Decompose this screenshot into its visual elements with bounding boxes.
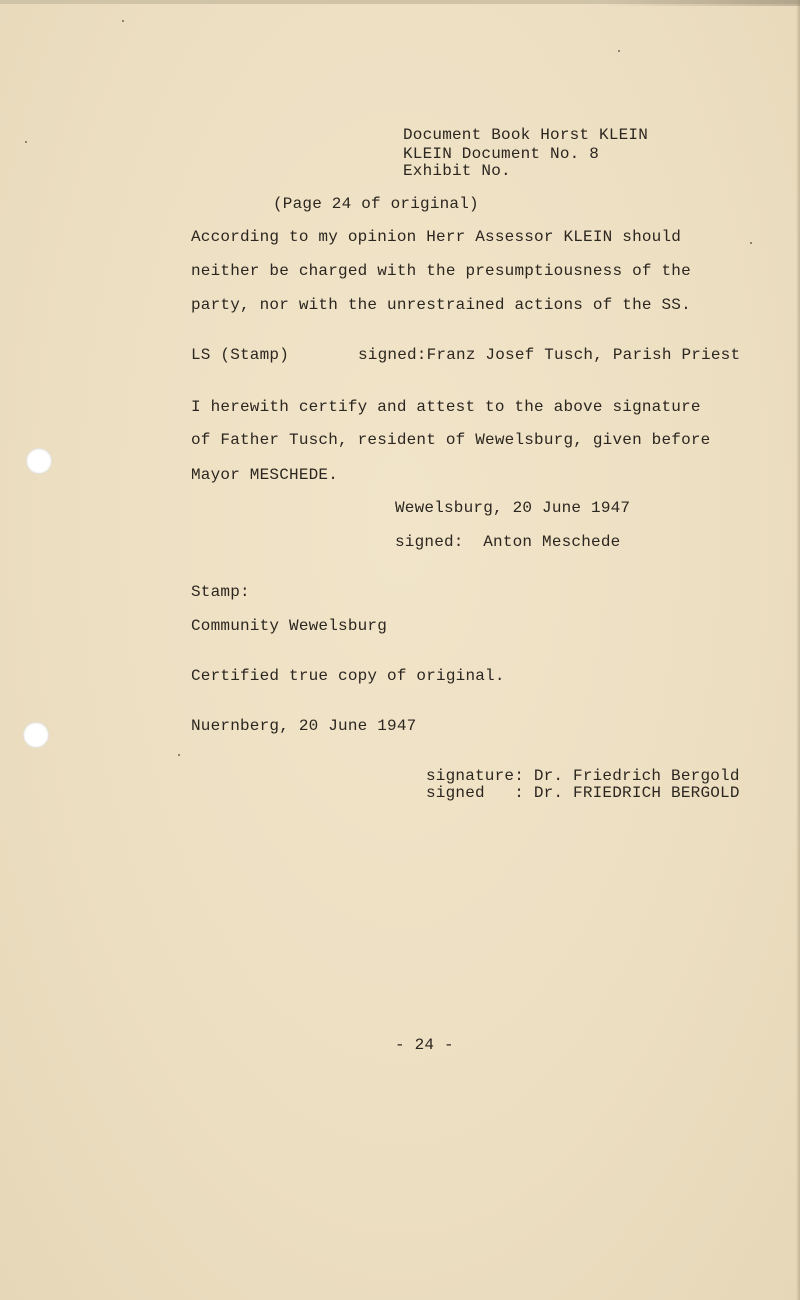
page-right-edge (796, 0, 800, 1300)
paper-speck (178, 754, 180, 756)
punch-hole-top (26, 448, 52, 474)
place-date: Wewelsburg, 20 June 1947 (395, 499, 631, 517)
certified-copy: Certified true copy of original. (191, 667, 505, 685)
paper-speck (25, 141, 27, 143)
certification-line-3: Mayor MESCHEDE. (191, 466, 339, 484)
page-top-shadow (600, 0, 800, 6)
certification-line-2: of Father Tusch, resident of Wewelsburg, given before (191, 431, 711, 449)
paper-speck (122, 20, 124, 22)
header-line-document-book: Document Book Horst KLEIN (403, 126, 649, 144)
certification-line-1: I herewith certify and attest to the above signature (191, 398, 701, 416)
stamp-label: Stamp: (191, 583, 250, 601)
nuernberg-date: Nuernberg, 20 June 1947 (191, 717, 417, 735)
bergold-signed: signed : Dr. FRIEDRICH BERGOLD (426, 784, 740, 802)
header-line-document-number: KLEIN Document No. 8 (403, 145, 600, 163)
body-line-2: neither be charged with the presumptiousness of the (191, 262, 691, 280)
page-reference: (Page 24 of original) (273, 195, 479, 213)
priest-signature: signed:Franz Josef Tusch, Parish Priest (358, 346, 741, 364)
header-line-exhibit: Exhibit No. (403, 162, 511, 180)
mayor-signed: signed: Anton Meschede (395, 533, 621, 551)
paper-speck (618, 50, 620, 52)
ls-stamp-label: LS (Stamp) (191, 346, 290, 364)
body-line-3: party, nor with the unrestrained actions of the SS. (191, 296, 691, 314)
punch-hole-bottom (23, 722, 49, 748)
page-number: - 24 - (395, 1036, 454, 1054)
bergold-signature: signature: Dr. Friedrich Bergold (426, 767, 740, 785)
stamp-community: Community Wewelsburg (191, 617, 388, 635)
paper-speck (750, 242, 752, 244)
body-line-1: According to my opinion Herr Assessor KLEIN should (191, 228, 682, 246)
